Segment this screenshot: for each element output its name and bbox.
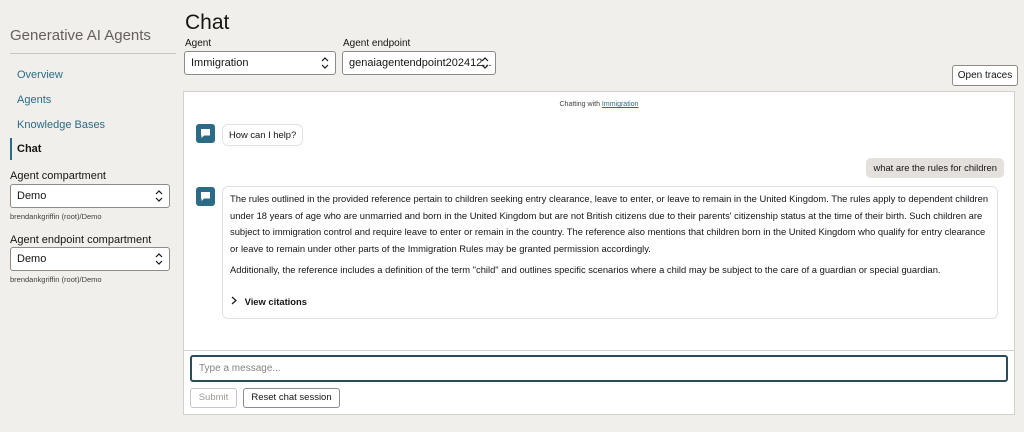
endpoint-compartment-select[interactable] [10,247,170,271]
up-down-chevron-icon [155,185,163,216]
agent-select[interactable] [184,51,336,75]
endpoint-select[interactable] [342,51,496,75]
sidebar [0,0,184,432]
bot-message-greeting [222,124,303,146]
chatting-with-banner [184,101,1014,108]
user-message-text: what are the rules for children [873,162,997,173]
message-input[interactable] [190,355,1008,382]
app-title: Generative AI Agents [10,27,151,44]
sidebar-item-overview[interactable]: Overview [17,69,63,81]
open-traces-button[interactable]: Open traces [952,65,1018,86]
message-input-placeholder: Type a message... [199,363,281,374]
chat-panel [183,91,1015,415]
agent-compartment-select[interactable] [10,184,170,208]
view-citations-label: View citations [244,296,307,307]
sidebar-item-agents[interactable]: Agents [17,94,52,106]
endpoint-label: Agent endpoint [343,38,411,49]
view-citations-toggle[interactable] [231,294,307,311]
up-down-chevron-icon [155,248,163,279]
chat-bubble-icon [196,124,215,143]
up-down-chevron-icon [321,52,329,75]
agent-compartment-label: Agent compartment [10,170,106,182]
chatting-with-prefix: Chatting with [559,101,600,108]
page-title: Chat [185,11,230,34]
user-message [866,158,1004,178]
endpoint-compartment-value: Demo [17,253,47,265]
response-paragraph-1: The rules outlined in the provided reference pertain to children seeking entry clearance, leave to enter, or leave to remain in the United Kingdom. The rules apply to dependent children under 18 years of age who are unmarried and born in the United Kingdom but are not British citizens due to their parents' citizenship status at the time of their birth. Such children are subject to immigration control and require leave to enter or remain in the country. The reference also mentions that children born in the United Kingdom who qualify for entry clearance or leave to remain under other parts of the Immigration Rules may be granted permission accordingly. [230,193,989,254]
chevron-right-icon [231,296,240,307]
agent-select-value: Immigration [191,57,249,69]
agent-compartment-value: Demo [17,190,47,202]
up-down-chevron-icon [481,52,489,75]
submit-button[interactable]: Submit [190,388,237,408]
agent-compartment-path: brendankgriffin (root)/Demo [10,212,102,221]
response-paragraph-2: Additionally, the reference includes a definition of the term "child" and outlines specific scenarios where a child may be subject to the care of a guardian or special guardian. [230,264,941,275]
sidebar-divider [10,53,176,54]
agent-label: Agent [185,38,212,49]
sidebar-item-knowledge-bases[interactable]: Knowledge Bases [17,119,106,131]
endpoint-select-value: genaiagentendpoint202412... [349,57,492,69]
chatting-with-agent-link[interactable]: Immigration [601,101,639,108]
sidebar-item-chat[interactable]: Chat [10,138,176,160]
reset-chat-session-button[interactable]: Reset chat session [243,388,340,408]
chat-bubble-icon [196,187,215,206]
greeting-text: How can I help? [229,129,297,140]
endpoint-compartment-label: Agent endpoint compartment [10,234,152,246]
bot-message-response [222,186,998,319]
chat-transcript[interactable] [184,92,1014,351]
endpoint-compartment-path: brendankgriffin (root)/Demo [10,275,102,284]
